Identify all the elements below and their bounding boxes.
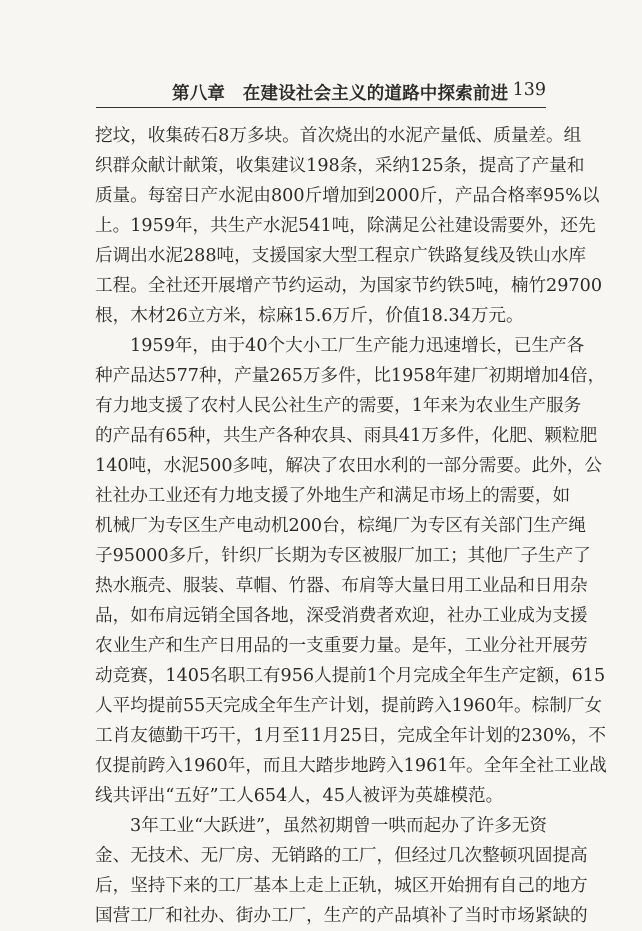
text-line: 社社办工业还有力地支援了外地生产和满足市场上的需要，如 [95,486,571,506]
text-line: 后，坚持下来的工厂基本上走上正轨，城区开始拥有自己的地方 [95,876,588,896]
text-line: 金、无技术、无厂房、无销路的工厂，但经过几次整顿巩固提高 [95,846,588,866]
text-line: 140吨，水泥500多吨，解决了农田水利的一部分需要。此外，公 [95,456,603,476]
text-line: 动竞赛，1405名职工有956人提前1个月完成全年生产定额，615 [95,666,606,686]
text-line: 有力地支援了农村人民公社生产的需要，1年来为农业生产服务 [95,396,582,416]
text-line: 农业生产和生产日用品的一支重要力量。是年，工业分社开展劳 [95,636,588,656]
text-line: 国营工厂和社办、街办工厂，生产的产品填补了当时市场紧缺的 [95,906,588,926]
text-line: 人平均提前55天完成全年生产计划，提前跨入1960年。棕制厂女 [95,696,603,716]
text-line: 机械厂为专区生产电动机200台，棕绳厂为专区有关部门生产绳 [95,516,587,536]
paragraph [95,811,588,931]
page-number: 139 [512,80,546,100]
text-line: 品，如布肩远销全国各地，深受消费者欢迎，社办工业成为支援 [95,606,588,626]
text-line: 仅提前跨入1960年，而且大踏步地跨入1961年。全年全社工业战 [95,756,607,776]
paragraph [95,331,607,811]
chapter-title: 第八章 在建设社会主义的道路中探索前进 [172,84,509,104]
text-line: 质量。每窑日产水泥由800斤增加到2000斤，产品合格率95%以 [95,186,600,206]
text-line: 线共评出“五好”工人654人，45人被评为英雄模范。 [95,786,504,806]
text-line: 织群众献计献策，收集建议198条，采纳125条，提高了产量和 [95,156,585,176]
text-line: 子95000多斤，针织厂长期为专区被服厂加工；其他厂子生产了 [95,546,591,566]
text-line: 的产品有65种，共生产各种农具、雨具41万多件，化肥、颗粒肥 [95,426,598,446]
text-line: 根，木材26立方米，棕麻15.6万斤，价值18.34万元。 [95,306,524,326]
text-line: 工程。全社还开展增产节约运动，为国家节约铁5吨，楠竹29700 [95,276,603,296]
paragraph [95,121,603,331]
text-line: 后调出水泥288吨，支援国家大型工程京广铁路复线及铁山水库 [95,246,587,266]
text-line: 上。1959年，共生产水泥541吨，除满足公社建设需要外，还先 [95,216,596,236]
text-line: 挖坟，收集砖石8万多块。首次烧出的水泥产量低、质量差。组 [95,126,582,146]
header-rule [96,107,546,108]
text-line: 工肖友德勤干巧干，1月至11月25日，完成全年计划的230%，不 [95,726,606,746]
body-text [95,121,607,931]
text-line: 种产品达577种，产量265万多件，比1958年建厂初期增加4倍， [95,366,606,386]
text-line: 3年工业“大跃进”，虽然初期曾一哄而起办了许多无资 [130,816,547,836]
text-line: 热水瓶壳、服装、草帽、竹器、布肩等大量日用工业品和日用杂 [95,576,588,596]
text-line: 1959年，由于40个大小工厂生产能力迅速增长，已生产各 [130,336,585,356]
running-header [96,76,546,106]
